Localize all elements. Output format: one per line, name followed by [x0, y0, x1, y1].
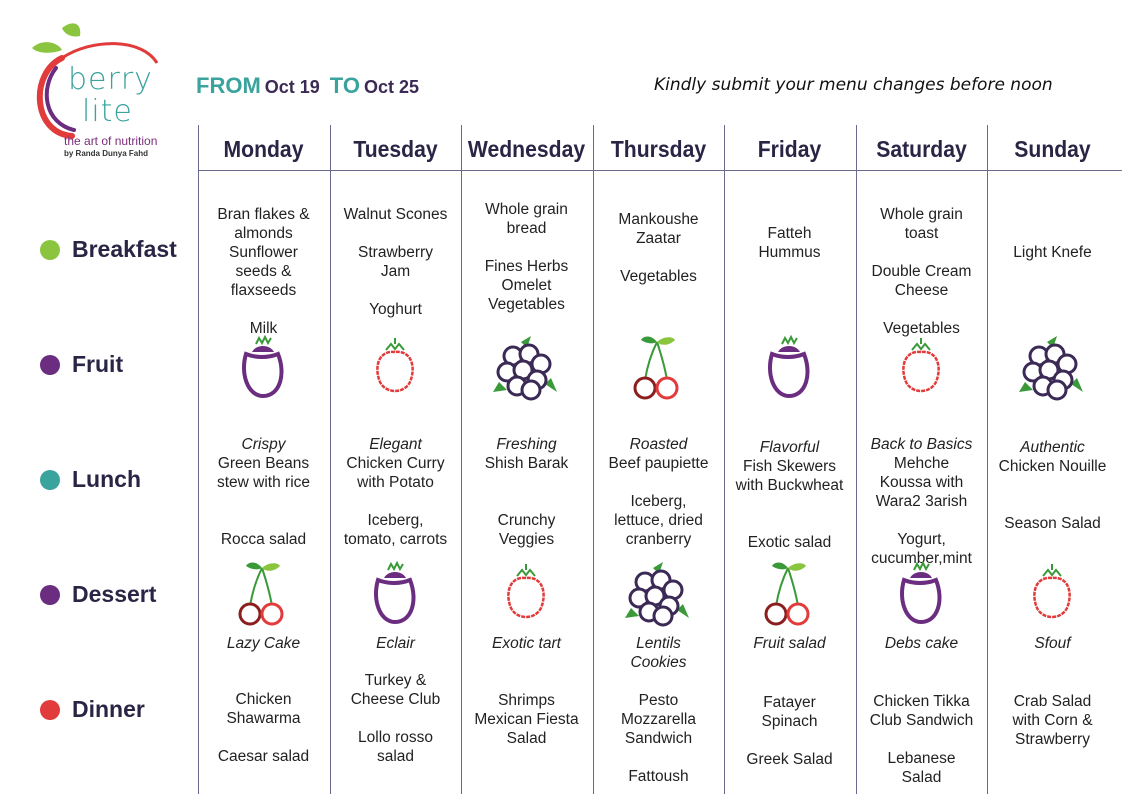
menu-item: Season Salad — [1004, 515, 1101, 532]
menu-item: Lebanese Salad — [887, 750, 956, 786]
menu-item: Chicken Nouille — [998, 458, 1107, 475]
meal-label-text: Dinner — [72, 696, 145, 722]
menu-item: Fatteh Hummus — [758, 225, 821, 261]
lunch-cell — [856, 435, 987, 568]
menu-item: Yogurt, cucumber,mint — [871, 531, 972, 567]
fig-icon — [228, 334, 298, 404]
meal-dot-icon — [40, 355, 60, 375]
dessert-cell — [593, 634, 724, 672]
lunch-title: Back to Basics — [870, 436, 973, 453]
strawberry-icon — [1017, 560, 1087, 630]
dessert-item: Lentils Cookies — [630, 635, 687, 671]
berries-icon — [491, 334, 561, 404]
menu-item: Whole grain bread — [485, 201, 568, 237]
day-header-sunday: Sunday — [1014, 136, 1091, 162]
spacer — [856, 300, 987, 319]
dinner-cell — [198, 690, 329, 766]
menu-item: Green Beans stew with rice — [216, 455, 311, 491]
spacer — [593, 473, 724, 492]
menu-item: Double Cream Cheese — [871, 263, 972, 299]
day-header-wednesday: Wednesday — [467, 136, 586, 162]
lunch-title: Freshing — [496, 436, 557, 453]
fig-icon — [886, 560, 956, 630]
spacer — [593, 248, 724, 267]
dinner-cell — [987, 692, 1118, 749]
spacer — [198, 300, 329, 319]
menu-item: Fatayer Spinach — [761, 694, 818, 730]
menu-item: Pesto Mozzarella Sandwich — [621, 692, 696, 747]
breakfast-cell — [461, 200, 592, 314]
dessert-cell — [198, 634, 329, 653]
strawberry-icon — [360, 334, 430, 404]
breakfast-cell — [330, 205, 461, 319]
meal-label-dinner — [40, 696, 145, 723]
fig-icon — [754, 334, 824, 404]
dinner-cell — [724, 693, 855, 769]
meal-label-fruit — [40, 351, 123, 378]
lunch-title: Crispy — [241, 436, 286, 453]
spacer — [856, 511, 987, 530]
menu-item: Milk — [249, 320, 278, 337]
spacer — [198, 492, 329, 511]
lunch-title: Authentic — [1020, 439, 1085, 456]
spacer — [330, 709, 461, 728]
menu-item: Exotic salad — [747, 534, 832, 551]
dessert-cell — [724, 634, 855, 653]
lunch-cell — [461, 435, 592, 549]
dessert-cell — [461, 634, 592, 653]
spacer — [987, 476, 1118, 495]
meal-dot-icon — [40, 240, 60, 260]
lunch-cell — [987, 438, 1118, 533]
menu-item: Chicken Tikka Club Sandwich — [869, 693, 974, 729]
menu-item: Greek Salad — [746, 751, 833, 768]
menu-item: Crunchy Veggies — [497, 512, 556, 548]
strawberry-icon — [886, 334, 956, 404]
menu-item: Mankoushe Zaatar — [618, 211, 699, 247]
spacer — [461, 238, 592, 257]
meal-label-text: Lunch — [72, 466, 141, 492]
lunch-title: Elegant — [369, 436, 422, 453]
menu-item: Chicken Shawarma — [226, 691, 301, 727]
dessert-item: Exotic tart — [492, 635, 561, 652]
berries-icon — [623, 560, 693, 630]
spacer — [856, 243, 987, 262]
meal-label-text: Fruit — [72, 351, 124, 377]
spacer — [593, 748, 724, 767]
spacer — [330, 224, 461, 243]
spacer — [724, 731, 855, 750]
day-header-thursday: Thursday — [610, 136, 707, 162]
day-header-tuesday: Tuesday — [353, 136, 438, 162]
spacer — [987, 495, 1118, 514]
meal-dot-icon — [40, 585, 60, 605]
logo-author: by Randa Dunya Fahd — [64, 149, 149, 158]
dessert-item: Eclair — [376, 635, 415, 652]
lunch-cell — [724, 438, 855, 552]
logo-word-lite: lite — [82, 94, 133, 129]
spacer — [724, 495, 855, 514]
meal-label-dessert — [40, 581, 156, 608]
dessert-cell — [987, 634, 1118, 653]
menu-item: Mehche Koussa with Wara2 3arish — [875, 455, 968, 510]
from-label: FROM — [196, 73, 261, 98]
berry-lite-logo — [22, 18, 182, 168]
dessert-item: Fruit salad — [753, 635, 826, 652]
logo-tagline: the art of nutrition — [64, 134, 158, 148]
menu-item: Chicken Curry with Potato — [346, 455, 445, 491]
spacer — [330, 281, 461, 300]
spacer — [856, 730, 987, 749]
dessert-item: Sfouf — [1034, 635, 1071, 652]
menu-item: Shrimps Mexican Fiesta Salad — [474, 692, 579, 747]
dessert-item: Debs cake — [884, 635, 959, 652]
lunch-cell — [330, 435, 461, 549]
breakfast-cell — [198, 205, 329, 338]
cherries-icon — [623, 334, 693, 404]
dinner-cell — [461, 691, 592, 748]
menu-item: Fines Herbs Omelet Vegetables — [484, 258, 569, 313]
spacer — [198, 511, 329, 530]
menu-item: Fattoush — [628, 768, 689, 785]
meal-dot-icon — [40, 700, 60, 720]
menu-item: Turkey & Cheese Club — [350, 672, 441, 708]
menu-item: Walnut Scones — [343, 206, 448, 223]
logo-word-berry: berry — [68, 62, 153, 97]
spacer — [330, 492, 461, 511]
header-divider — [198, 170, 1122, 171]
menu-item: Whole grain toast — [880, 206, 963, 242]
cherries-icon — [228, 560, 298, 630]
breakfast-cell — [856, 205, 987, 338]
day-header-friday: Friday — [757, 136, 822, 162]
lunch-title: Flavorful — [759, 439, 820, 456]
menu-item: Shish Barak — [484, 455, 569, 472]
menu-item: Beef paupiette — [608, 455, 709, 472]
dinner-cell — [856, 692, 987, 787]
submission-note: Kindly submit your menu changes before noon — [654, 75, 1053, 95]
menu-item: Vegetables — [620, 268, 697, 285]
dessert-item: Lazy Cake — [226, 635, 301, 652]
menu-item: Lollo rosso salad — [358, 729, 433, 765]
dessert-cell — [330, 634, 461, 653]
menu-item: Light Knefe — [1013, 244, 1092, 261]
strawberry-icon — [491, 560, 561, 630]
dinner-cell — [593, 691, 724, 786]
meal-dot-icon — [40, 470, 60, 490]
lunch-cell — [593, 435, 724, 549]
to-date: Oct 25 — [363, 77, 419, 97]
lunch-cell — [198, 435, 329, 549]
date-range — [196, 73, 425, 99]
to-label: TO — [329, 73, 360, 98]
menu-item: Rocca salad — [220, 531, 307, 548]
meal-label-breakfast — [40, 236, 177, 263]
spacer — [724, 514, 855, 533]
menu-item: Iceberg, lettuce, dried cranberry — [614, 493, 703, 548]
breakfast-cell — [724, 224, 855, 262]
menu-item: Bran flakes & almonds Sunflower seeds & flaxseeds — [217, 206, 310, 299]
menu-item: Iceberg, tomato, carrots — [343, 512, 448, 548]
dessert-cell — [856, 634, 987, 653]
menu-item: Strawberry Jam — [358, 244, 433, 280]
day-header-monday: Monday — [223, 136, 304, 162]
spacer — [198, 728, 329, 747]
menu-item: Yoghurt — [369, 301, 422, 318]
spacer — [461, 473, 592, 492]
lunch-title: Roasted — [629, 436, 688, 453]
dinner-cell — [330, 671, 461, 766]
cherries-icon — [754, 560, 824, 630]
breakfast-cell — [987, 243, 1118, 262]
menu-item: Vegetables — [883, 320, 960, 337]
fig-icon — [360, 560, 430, 630]
spacer — [461, 492, 592, 511]
menu-item: Fish Skewers with Buckwheat — [735, 458, 844, 494]
from-date: Oct 19 — [264, 77, 320, 97]
meal-label-text: Dessert — [72, 581, 157, 607]
breakfast-cell — [593, 210, 724, 286]
day-header-saturday: Saturday — [876, 136, 967, 162]
meal-label-lunch — [40, 466, 141, 493]
meal-label-text: Breakfast — [72, 236, 177, 262]
menu-item: Crab Salad with Corn & Strawberry — [1012, 693, 1093, 748]
berries-icon — [1017, 334, 1087, 404]
menu-item: Caesar salad — [217, 748, 310, 765]
